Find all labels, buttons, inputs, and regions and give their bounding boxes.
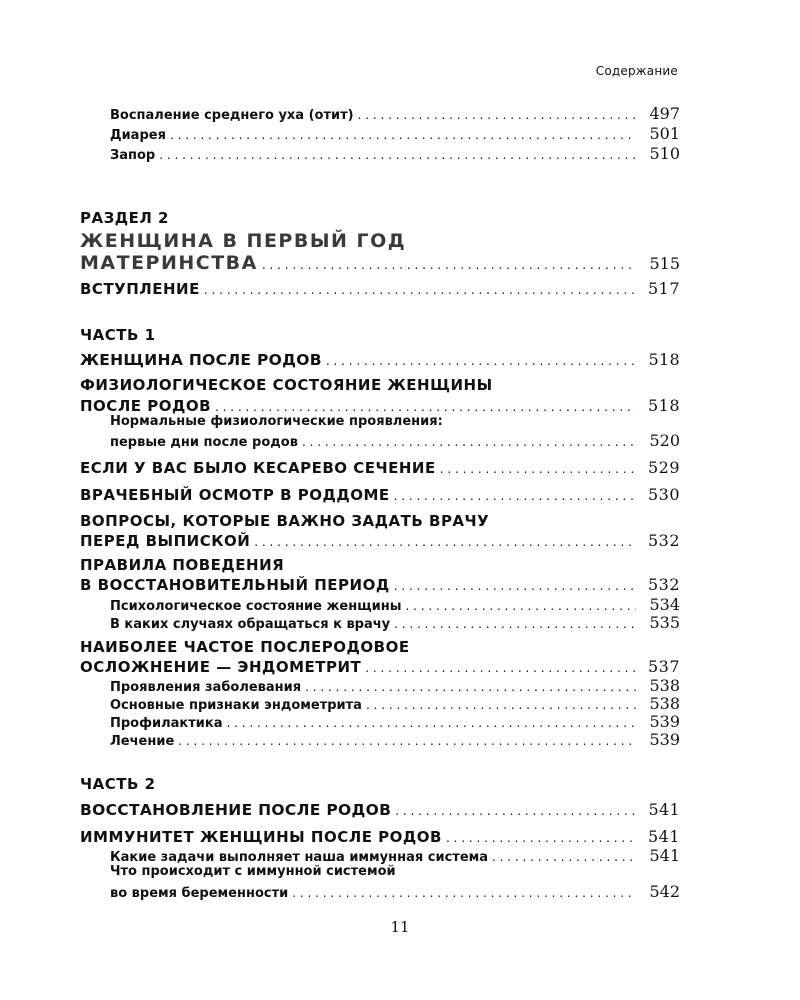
section-title-line1: ЖЕНЩИНА В ПЕРВЫЙ ГОД bbox=[80, 230, 407, 252]
subentry-line1: Что происходит с иммунной системой bbox=[110, 864, 396, 879]
toc-entry[interactable] bbox=[0, 104, 800, 124]
toc-entry-label: ПОСЛЕ РОДОВ bbox=[80, 397, 212, 415]
toc-entry-label: Диарея bbox=[110, 128, 166, 143]
part-label: ЧАСТЬ 1 bbox=[80, 326, 156, 344]
toc-entry-page: 539 bbox=[649, 712, 680, 731]
toc-entry-label: Профилактика bbox=[110, 716, 223, 731]
section-label: РАЗДЕЛ 2 bbox=[80, 209, 169, 227]
toc-entry[interactable] bbox=[0, 694, 800, 714]
dot-leader bbox=[254, 535, 636, 549]
toc-entry-label: ПЕРЕД ВЫПИСКОЙ bbox=[80, 532, 251, 550]
toc-entry-label: Запор bbox=[110, 148, 156, 163]
toc-entry-page: 539 bbox=[649, 730, 680, 749]
toc-entry[interactable] bbox=[0, 350, 800, 370]
chapter-title-line1: ПРАВИЛА ПОВЕДЕНИЯ bbox=[80, 556, 285, 574]
dot-leader bbox=[170, 128, 636, 142]
dot-leader bbox=[492, 850, 636, 864]
toc-entry-page: 529 bbox=[647, 458, 680, 477]
toc-entry[interactable] bbox=[0, 846, 800, 866]
dot-leader bbox=[292, 886, 636, 900]
toc-entry[interactable] bbox=[0, 396, 800, 416]
toc-entry-page: 510 bbox=[649, 144, 680, 163]
toc-entry-label: ОСЛОЖНЕНИЕ — ЭНДОМЕТРИТ bbox=[80, 658, 362, 676]
toc-entry[interactable] bbox=[0, 124, 800, 144]
toc-entry[interactable] bbox=[0, 827, 800, 847]
dot-leader bbox=[178, 734, 636, 748]
dot-leader bbox=[395, 804, 636, 818]
toc-entry[interactable] bbox=[0, 531, 800, 551]
toc-entry-label: Какие задачи выполняет наша иммунная система bbox=[110, 850, 489, 865]
toc-entry-label: во время беременности bbox=[110, 886, 289, 901]
chapter-title-line1: ФИЗИОЛОГИЧЕСКОЕ СОСТОЯНИЕ ЖЕНЩИНЫ bbox=[80, 376, 493, 394]
dot-leader bbox=[226, 716, 636, 730]
subentry-line1: Нормальные физиологические проявления: bbox=[110, 414, 443, 429]
toc-entry[interactable] bbox=[0, 676, 800, 696]
section-title-line2: МАТЕРИНСТВА bbox=[80, 252, 258, 274]
toc-entry-page: 530 bbox=[647, 485, 680, 504]
dot-leader bbox=[302, 435, 636, 449]
dot-leader bbox=[358, 108, 636, 122]
toc-entry-page: 515 bbox=[649, 254, 680, 273]
toc-entry-page: 501 bbox=[649, 124, 680, 143]
toc-entry-page: 541 bbox=[649, 846, 680, 865]
toc-entry-label: Проявления заболевания bbox=[110, 680, 302, 695]
dot-leader bbox=[366, 698, 636, 712]
toc-entry[interactable] bbox=[0, 730, 800, 750]
dot-leader bbox=[204, 283, 636, 297]
toc-entry-label: В ВОССТАНОВИТЕЛЬНЫЙ ПЕРИОД bbox=[80, 576, 390, 594]
toc-entry-label: ВСТУПЛЕНИЕ bbox=[80, 280, 200, 298]
toc-entry[interactable] bbox=[0, 279, 800, 299]
part-title: ВОССТАНОВЛЕНИЕ ПОСЛЕ РОДОВ bbox=[80, 801, 392, 819]
toc-entry-page: 537 bbox=[647, 657, 680, 676]
toc-entry-page: 542 bbox=[649, 882, 680, 901]
dot-leader bbox=[365, 661, 636, 675]
toc-entry-page: 532 bbox=[647, 575, 680, 594]
toc-entry[interactable] bbox=[0, 800, 800, 820]
toc-entry-page: 538 bbox=[649, 694, 680, 713]
toc-entry-label: В каких случаях обращаться к врачу bbox=[110, 617, 391, 632]
toc-entry-label: Воспаление среднего уха (отит) bbox=[110, 108, 354, 123]
toc-entry-page: 541 bbox=[647, 827, 680, 846]
page-number: 11 bbox=[390, 918, 410, 936]
toc-entry-label: Основные признаки эндометрита bbox=[110, 698, 362, 713]
toc-entry-page: 541 bbox=[648, 800, 680, 819]
toc-entry[interactable] bbox=[0, 144, 800, 164]
toc-entry[interactable] bbox=[0, 458, 800, 478]
toc-entry-label: Лечение bbox=[110, 734, 175, 749]
dot-leader bbox=[394, 617, 636, 631]
toc-entry-page: 538 bbox=[649, 676, 680, 695]
chapter-title-line1: ВОПРОСЫ, КОТОРЫЕ ВАЖНО ЗАДАТЬ ВРАЧУ bbox=[80, 512, 490, 530]
toc-entry-page: 535 bbox=[649, 613, 680, 632]
toc-entry-page: 534 bbox=[649, 595, 680, 614]
dot-leader bbox=[394, 579, 636, 593]
dot-leader bbox=[326, 354, 636, 368]
dot-leader bbox=[262, 258, 636, 272]
dot-leader bbox=[215, 400, 636, 414]
dot-leader bbox=[405, 599, 636, 613]
toc-entry-page: 532 bbox=[647, 531, 680, 550]
toc-entry-page: 518 bbox=[648, 350, 680, 369]
toc-entry[interactable] bbox=[0, 882, 800, 902]
dot-leader bbox=[446, 831, 636, 845]
toc-entry[interactable] bbox=[0, 252, 800, 272]
running-head: Содержание bbox=[595, 64, 678, 78]
dot-leader bbox=[440, 462, 636, 476]
toc-entry-page: 497 bbox=[649, 104, 680, 123]
dot-leader bbox=[305, 680, 636, 694]
toc-entry-label: первые дни после родов bbox=[110, 435, 298, 450]
dot-leader bbox=[394, 489, 636, 503]
toc-entry[interactable] bbox=[0, 485, 800, 505]
toc-entry[interactable] bbox=[0, 595, 800, 615]
toc-entry-page: 520 bbox=[649, 431, 680, 450]
toc-entry-label: Психологическое состояние женщины bbox=[110, 599, 402, 614]
toc-entry-label: ИММУНИТЕТ ЖЕНЩИНЫ ПОСЛЕ РОДОВ bbox=[80, 828, 442, 846]
part-title: ЖЕНЩИНА ПОСЛЕ РОДОВ bbox=[80, 351, 322, 369]
toc-entry-page: 517 bbox=[647, 279, 680, 298]
toc-entry-label: ЕСЛИ У ВАС БЫЛО КЕСАРЕВО СЕЧЕНИЕ bbox=[80, 459, 436, 477]
toc-entry[interactable] bbox=[0, 575, 800, 595]
toc-entry-label: ВРАЧЕБНЫЙ ОСМОТР В РОДДОМЕ bbox=[80, 486, 390, 504]
chapter-title-line1: НАИБОЛЕЕ ЧАСТОЕ ПОСЛЕРОДОВОЕ bbox=[80, 638, 410, 656]
toc-entry[interactable] bbox=[0, 657, 800, 677]
toc-entry[interactable] bbox=[0, 431, 800, 451]
dot-leader bbox=[159, 148, 636, 162]
toc-entry-page: 518 bbox=[647, 396, 680, 415]
part-label: ЧАСТЬ 2 bbox=[80, 775, 156, 793]
toc-entry[interactable] bbox=[0, 712, 800, 732]
toc-entry[interactable] bbox=[0, 613, 800, 633]
